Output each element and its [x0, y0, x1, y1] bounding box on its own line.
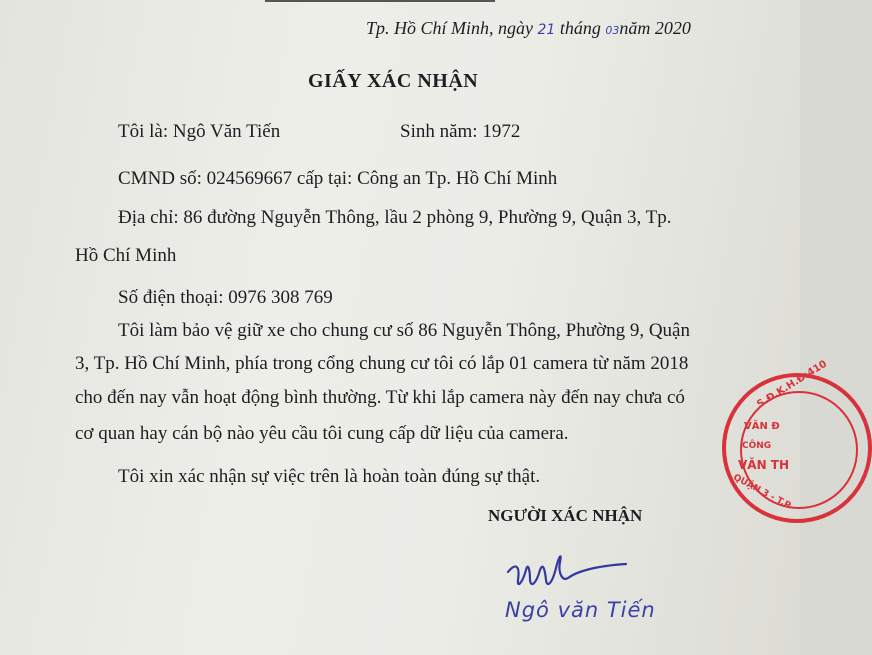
stamp-line-2: CÔNG — [742, 441, 772, 451]
handwritten-day: 21 — [537, 22, 556, 38]
signature-mark — [502, 540, 652, 598]
birth-year-field: Sinh năm: 1972 — [400, 121, 521, 142]
name-field: Tôi là: Ngô Văn Tiến — [118, 121, 281, 142]
body-line-3: cho đến nay vẫn hoạt động bình thường. Từ khi lắp camera này đến nay chưa có — [75, 387, 685, 408]
official-stamp — [722, 358, 872, 523]
place-date: Tp. Hồ Chí Minh, ngày 21 tháng 03năm 2020 — [366, 18, 691, 38]
closing-statement: Tôi xin xác nhận sự việc trên là hoàn toàn đúng sự thật. — [118, 466, 541, 487]
body-line-2: 3, Tp. Hồ Chí Minh, phía trong cổng chung cư tôi có lắp 01 camera từ năm 2018 — [75, 353, 689, 374]
stamp-ring-text: S.Đ.K.H.Đ:410 — [755, 358, 829, 411]
phone-field: Số điện thoại: 0976 308 769 — [118, 287, 333, 308]
stamp-line-1: VĂN Đ — [744, 421, 780, 432]
body-line-1: Tôi làm bảo vệ giữ xe cho chung cư số 86 Nguyễn Thông, Phường 9, Quận — [118, 320, 690, 341]
top-edge-line — [265, 0, 495, 2]
signature-label: NGƯỜI XÁC NHẬN — [488, 506, 643, 525]
body-line-4: cơ quan hay cán bộ nào yêu cầu tôi cung cấp dữ liệu của camera. — [75, 423, 569, 444]
handwritten-month: 03 — [605, 24, 620, 37]
stamp-line-3: VĂN TH — [738, 458, 790, 472]
handwritten-name: Ngô văn Tiến — [505, 598, 656, 622]
stamp-ring-bottom: QUẬN 3 - T.P — [731, 472, 793, 512]
document-title: GIẤY XÁC NHẬN — [308, 70, 479, 92]
id-card-field: CMND số: 024569667 cấp tại: Công an Tp. Hồ Chí Minh — [118, 168, 558, 189]
signature-stroke — [508, 556, 626, 584]
address-line-2: Hồ Chí Minh — [75, 245, 177, 266]
address-line-1: Địa chỉ: 86 đường Nguyễn Thông, lầu 2 phòng 9, Phường 9, Quận 3, Tp. — [118, 207, 672, 228]
